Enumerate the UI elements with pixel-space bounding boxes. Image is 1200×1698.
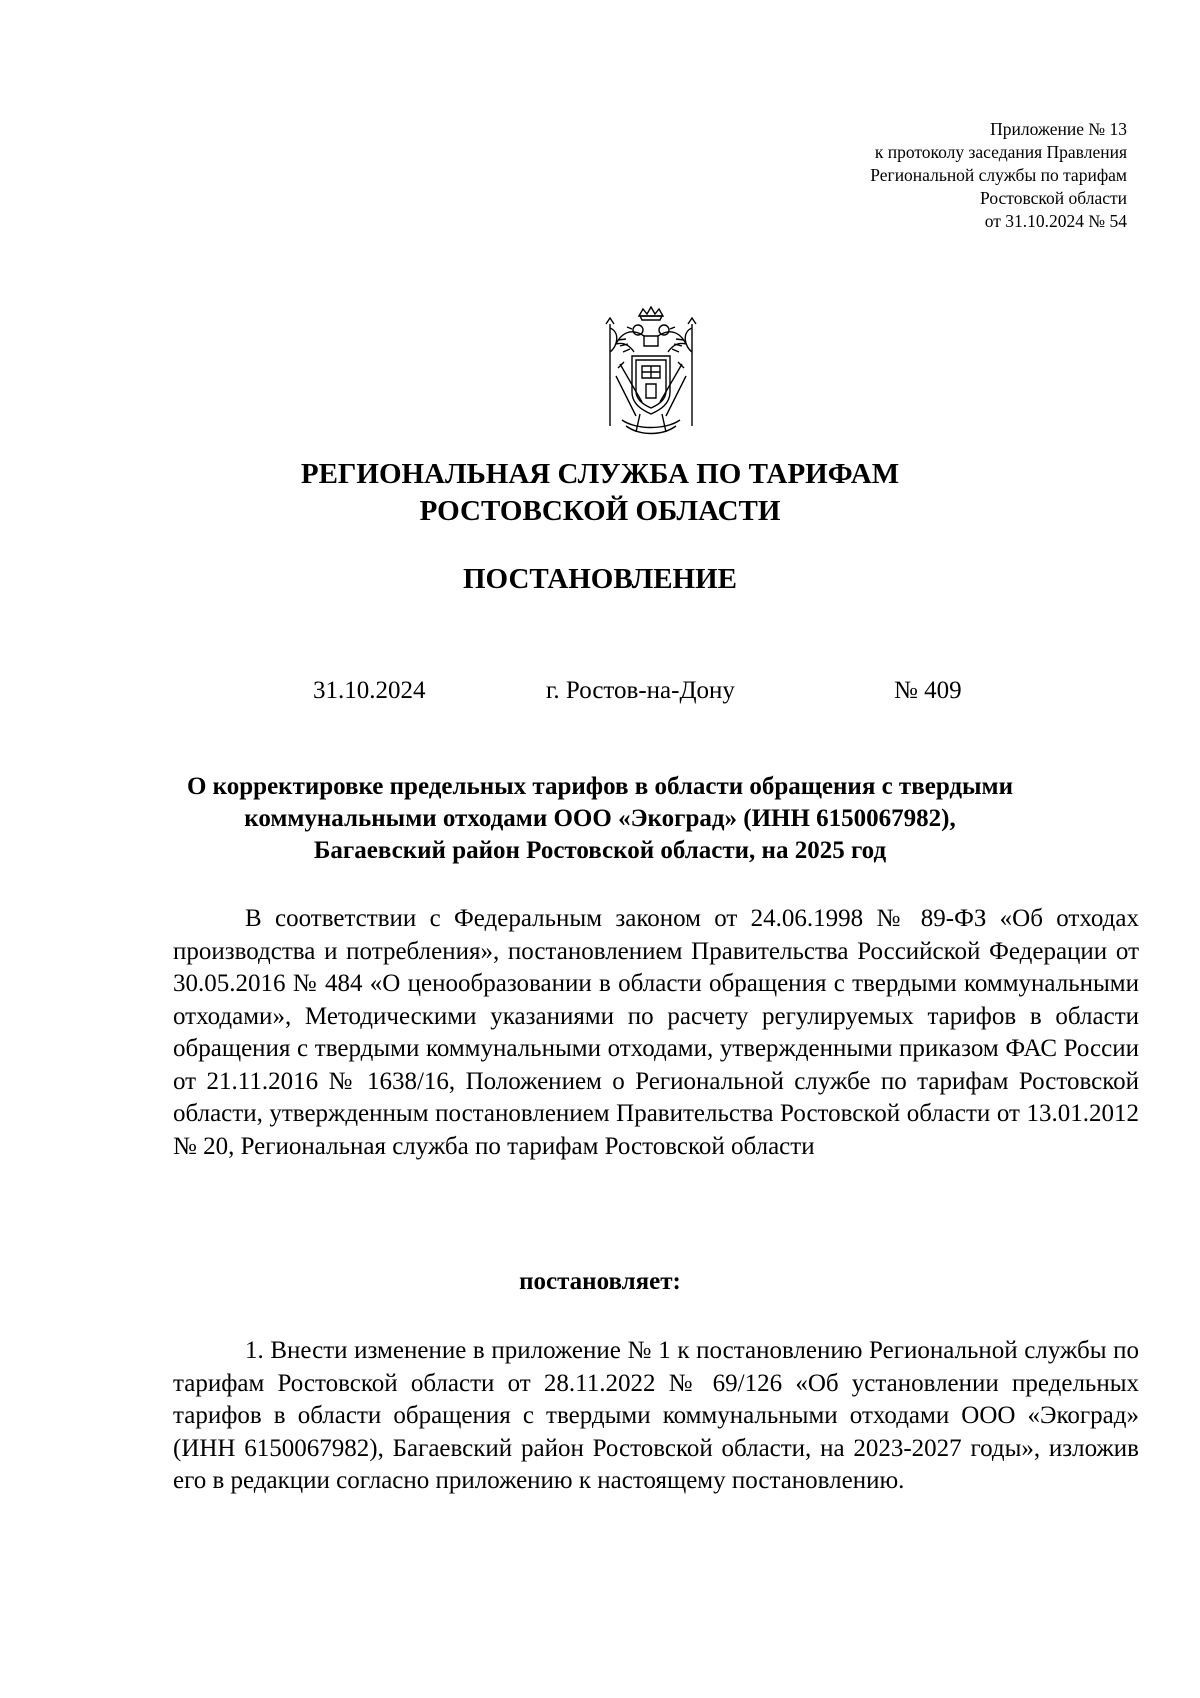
item-1-paragraph: 1. Внести изменение в приложение № 1 к постановлению Региональной службы по тарифам Ростовской области от 28.11.2022 № 69/126 «Об установлении предельных тарифов в области обращения с твердыми коммунальными отходами ООО «Экоград» (ИНН 6150067982), Багаевский район Ростовской области, на 2023-2027 годы», изложив его в редакции согласно приложению к настоящему постановлению. <box>173 1337 1139 1494</box>
document-type: ПОСТАНОВЛЕНИЕ <box>462 563 737 595</box>
annex-line: Региональной службы по тарифам <box>870 165 1127 185</box>
annex-note <box>870 118 1127 233</box>
subject-line: коммунальными отходами ООО «Экоград» (ИНН 6150067982), <box>244 805 956 832</box>
document-subject <box>0 771 1200 867</box>
authority-line: РЕГИОНАЛЬНАЯ СЛУЖБА ПО ТАРИФАМ <box>300 458 900 490</box>
issuing-authority <box>0 456 1200 530</box>
resolves-heading: постановляет: <box>519 1268 681 1295</box>
annex-line: Приложение № 13 <box>990 119 1127 139</box>
annex-line: к протоколу заседания Правления <box>874 142 1127 162</box>
document-date: 31.10.2024 <box>313 677 426 704</box>
annex-line: от 31.10.2024 № 54 <box>984 211 1127 231</box>
authority-line: РОСТОВСКОЙ ОБЛАСТИ <box>419 495 781 527</box>
subject-line: Багаевский район Ростовской области, на 2025 год <box>313 837 887 864</box>
document-number: № 409 <box>894 677 962 704</box>
preamble-paragraph: В соответствии с Федеральным законом от 24.06.1998 № 89-ФЗ «Об отходах производства и потребления», постановлением Правительства Российской Федерации от 30.05.2016 № 484 «О ценообразовании в области обращения с твердыми коммунальными отходами», Методическими указаниями по расчету регулируемых тарифов в области обращения с твердыми коммунальными отходами, утвержденными приказом ФАС России от 21.11.2016 № 1638/16, Положением о Региональной службе по тарифам Ростовской области, утвержденным постановлением Правительства Ростовской области от 13.01.2012 № 20, Региональная служба по тарифам Ростовской области <box>173 905 1139 1160</box>
document-city: г. Ростов-на-Дону <box>546 677 735 704</box>
coat-of-arms-icon <box>596 306 706 440</box>
annex-line: Ростовской области <box>980 188 1127 208</box>
subject-line: О корректировке предельных тарифов в области обращения с твердыми <box>186 773 1013 800</box>
